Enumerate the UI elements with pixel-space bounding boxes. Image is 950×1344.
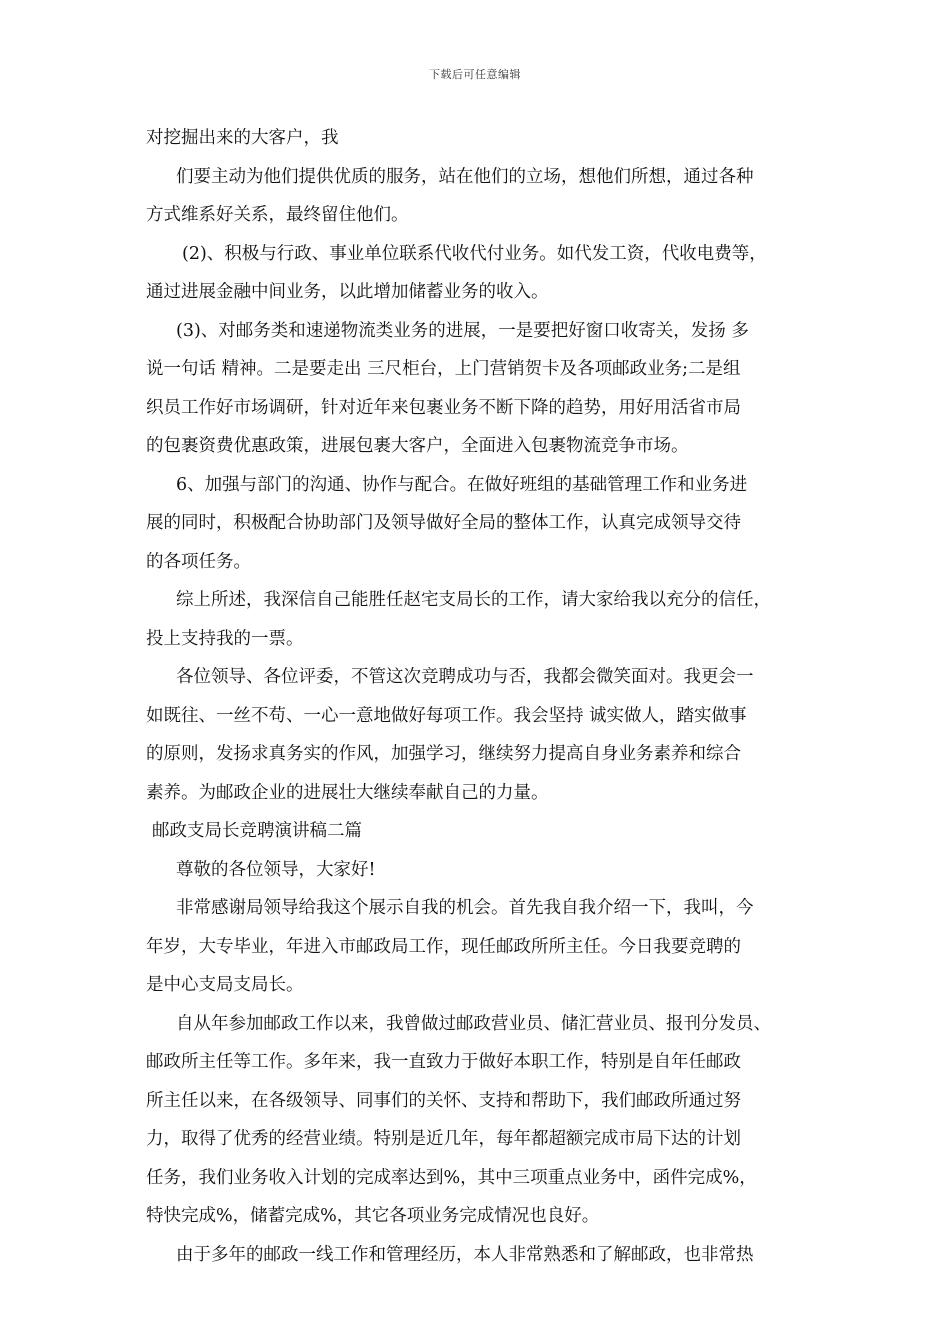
page-header: 下载后可任意编辑 bbox=[429, 68, 521, 81]
text-line: (3)、对邮务类和速递物流类业务的进展，一是要把好窗口收寄关，发扬 多 bbox=[176, 320, 749, 341]
text-line: 邮政所主任等工作。多年来，我一直致力于做好本职工作，特别是自年任邮政 bbox=[146, 1052, 741, 1072]
text-line: 织员工作好市场调研，针对近年来包裹业务不断下降的趋势，用好用活省市局 bbox=[146, 397, 741, 418]
text-line: 尊敬的各位领导，大家好! bbox=[176, 859, 376, 880]
text-line: 对挖掘出来的大客户，我 bbox=[146, 128, 339, 148]
text-line: 综上所述，我深信自己能胜任赵宅支局长的工作，请大家给我以充分的信任， bbox=[176, 590, 771, 610]
document-body bbox=[146, 124, 806, 1279]
text-line: 方式维系好关系，最终留住他们。 bbox=[146, 205, 409, 225]
text-line: (2)、积极与行政、事业单位联系代收代付业务。如代发工资，代收电费等， bbox=[182, 243, 767, 264]
text-line: 力，取得了优秀的经营业绩。特别是近几年，每年都超额完成市局下达的计划 bbox=[146, 1129, 741, 1149]
text-line: 6、加强与部门的沟通、协作与配合。在做好班组的基础管理工作和业务进 bbox=[176, 474, 748, 495]
text-line: 特快完成%，储蓄完成%，其它各项业务完成情况也良好。 bbox=[146, 1206, 600, 1226]
text-line: 是中心支局支局长。 bbox=[146, 975, 304, 995]
text-line: 投上支持我的一票。 bbox=[146, 628, 304, 649]
text-line: 各位领导、各位评委，不管这次竞聘成功与否，我都会微笑面对。我更会一 bbox=[176, 667, 754, 687]
text-line: 自从年参加邮政工作以来，我曾做过邮政营业员、储汇营业员、报刊分发员、 bbox=[176, 1013, 771, 1034]
text-line: 说一句话 精神。二是要走出 三尺柜台，上门营销贺卡及各项邮政业务;二是组 bbox=[146, 359, 741, 379]
text-line: 如既往、一丝不苟、一心一意地做好每项工作。我会坚持 诚实做人，踏实做事 bbox=[146, 705, 747, 726]
text-line: 邮政支局长竞聘演讲稿二篇 bbox=[152, 821, 362, 841]
text-line: 们要主动为他们提供优质的服务，站在他们的立场，想他们所想，通过各种 bbox=[176, 166, 754, 187]
text-line: 的原则，发扬求真务实的作风，加强学习，继续努力提高自身业务素养和综合 bbox=[146, 744, 741, 764]
text-line: 任务，我们业务收入计划的完成率达到%，其中三项重点业务中，函件完成%， bbox=[146, 1167, 757, 1188]
text-line: 通过进展金融中间业务，以此增加储蓄业务的收入。 bbox=[146, 282, 549, 302]
text-line: 的包裹资费优惠政策，进展包裹大客户，全面进入包裹物流竞争市场。 bbox=[146, 436, 689, 456]
text-line: 非常感谢局领导给我这个展示自我的机会。首先我自我介绍一下，我叫，今 bbox=[176, 898, 754, 918]
text-line: 的各项任务。 bbox=[146, 551, 251, 572]
text-line: 素养。为邮政企业的进展壮大继续奉献自己的力量。 bbox=[146, 782, 549, 803]
text-line: 由于多年的邮政一线工作和管理经历，本人非常熟悉和了解邮政，也非常热 bbox=[176, 1244, 754, 1265]
text-line: 年岁，大专毕业，年进入市邮政局工作，现任邮政所所主任。今日我要竞聘的 bbox=[146, 936, 741, 957]
text-line: 所主任以来，在各级领导、同事们的关怀、支持和帮助下，我们邮政所通过努 bbox=[146, 1090, 741, 1111]
text-line: 展的同时，积极配合协助部门及领导做好全局的整体工作，认真完成领导交待 bbox=[146, 513, 741, 533]
